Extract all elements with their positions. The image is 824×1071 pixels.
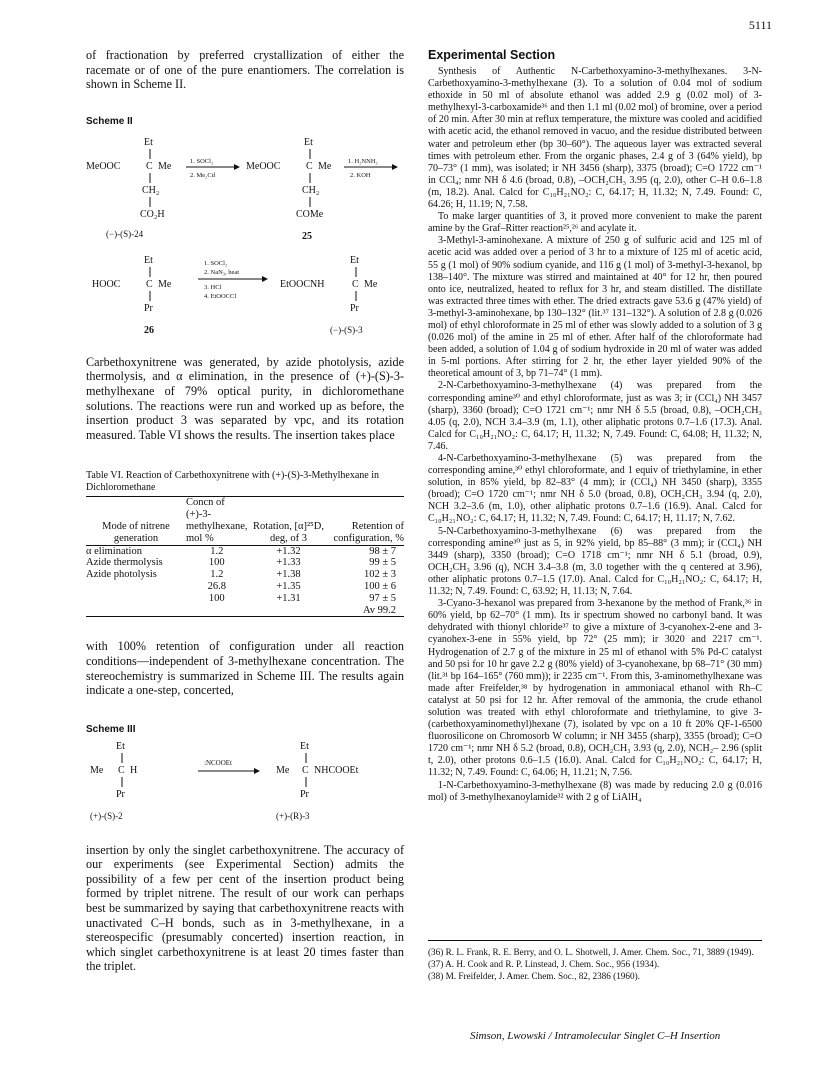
- scheme-2-c-3: C: [146, 278, 153, 290]
- cell-mode: [86, 581, 186, 593]
- scheme-3-et-2: Et: [300, 740, 309, 752]
- scheme-3-diagram: [86, 735, 404, 831]
- scheme-3-et-1: Et: [116, 740, 125, 752]
- scheme-3-label-3: (+)-(R)-3: [276, 810, 310, 821]
- scheme-3-pr-2: Pr: [300, 788, 309, 800]
- arrow-2-reagent-bottom: 2. KOH: [350, 171, 371, 179]
- arrow-1-reagent-top: 1. SOCl₂: [190, 157, 214, 165]
- scheme-2-et-2: Et: [304, 136, 313, 148]
- scheme-2-ch2-2: CH₂: [302, 184, 320, 196]
- arrow-3-step-1: 1. SOCl₂: [204, 259, 228, 267]
- scheme-2-c-2: C: [306, 160, 313, 172]
- cell-rotation: +1.33: [276, 557, 301, 569]
- cell-retention: 100 ± 6: [363, 580, 396, 592]
- scheme-3-pr-1: Pr: [116, 788, 125, 800]
- table-row: [86, 545, 404, 557]
- arrow-3-step-2: 2. NaN₃, heat: [204, 268, 240, 276]
- exp-paragraph: 3-Cyano-3-hexanol was prepared from 3-hexanone by the method of Frank,³⁶ in 60% yield, bp 62–70° (1 mm). Its ir spectrum showed no carbonyl band. It was dehydrated with thionyl chloride³⁷ to give a mixture of 3-cyanohex-2-ene and 3-cyanohex-3-ene in 55% yield, bp 72° (25 mm); ir 3020 and 2217 cm⁻¹. Hydrogenation of 2.7 g of the mixture in 25 ml of ethanol with 5% Pd-C catalyst and 50 psi for 10 hr gave 2.2 g (80% yield) of 3-cyanohexane, bp 68–71° (30 mm) (lit.³¹ bp 164–165° (760 mm)); ir 2235 cm⁻¹. From this, 3-aminomethylhexane was made after Freifelder,³⁸ by hydrogenation in ammoniacal ethanol with Rh–C catalyst at 50 psi for 12 hr. After removal of the ammonia, the crude ethanol solution was treated with ethyl chloroformate and triethylamine, to give 3-(carbethoxyaminomethyl)hexane (7), isolated by vpc on a 10 ft 20% QF-1-6500 fluorosilicone on Chromosorb W column; ir NH 3455 (sharp), 3355 (broad); C=O 1720 cm⁻¹; nmr NH δ 5.2 (broad, 0.8), OCH₂CH₃ 3.93 (q, 2.0), NCH₂– 2.96 (split t, 2.0), other protons 0.6–1.5 (16.0). Anal. Calcd for C₁₀H₂₁NO₂: C, 64.17; H, 11.32; N, 7.49. Found: C, 64.06; H, 11.21; N, 7.56.: [428, 598, 762, 779]
- arrow-2-reagent-top: 1. H₂NNH₂: [348, 157, 378, 165]
- table-header-mode: Mode of nitrene generation: [86, 497, 186, 545]
- table-6-caption: Table VI. Reaction of Carbethoxynitrene with (+)-(S)-3-Methylhexane in Dichloromethane: [86, 470, 379, 494]
- scheme-3-c-1: C: [118, 764, 125, 776]
- scheme-2-diagram: [86, 127, 404, 345]
- scheme-2-come: COMe: [296, 208, 324, 220]
- scheme-3-me-1: Me: [90, 764, 104, 776]
- cell-conc: 1.2: [210, 569, 224, 581]
- exp-paragraph: 5-N-Carbethoxyamino-3-methylhexane (6) was prepared from the corresponding amine³⁰ just as 5, in 92% yield, bp 85–88° (3 mm); ir (CCl₄) NH 3449 (sharp), 3350 (broad); C=O 1718 cm⁻¹; nmr NH δ 5.1 (broad, 0.9), OCH₂CH₃ 3.96 (q), NCH 3.4–3.8 (m, 3.0 together with the q centered at 3.96), other aliphatic protons 0.7–1.5 (17.0). Anal. Calcd for C₁₀H₂₁NO₂: C, 64.17; H, 11.32; N, 7.49. Found: C, 63.92; H, 11.13; N, 7.64.: [428, 525, 762, 598]
- scheme-2-label-25: 25: [302, 230, 312, 242]
- exp-paragraph: 3-Methyl-3-aminohexane. A mixture of 250 g of sulfuric acid and 125 ml of acetic acid was added over a period of 3 hr to a mixture of 125 ml of acetic acid, 55 g (1 mol) of 90% sodium cyanide, and 116 g (1 mol) of 3-methyl-3-hexanol, bp 138–140°. The mixture was stirred and maintained at 40° for 12 hr, then poured onto ice, neutralized, heated to reflux for 3 hr, and steam distilled. The distillate was extracted three times with ether. The dried extracts gave 53.6 g (47% yield) of 3-methyl-3-aminohexane, bp 130–132° (lit.³⁷ 131–132°). A solution of 2.8 g (0.026 mol) of ethyl chloroformate in 25 ml of ether was slowly added to a solution of 3 g (0.026 mol) of the amine in 25 ml of ether. After half of the chloroformate had been added, a solution of 1.04 g of sodium hydroxide in 20 ml of water was added in 5-ml portions. After stirring for 2 hr, the ether layer yielded 90% of the theoretical amount of 3, bp 71–74° (1 mm).: [428, 235, 762, 380]
- paragraph-intro: of fractionation by preferred crystallization of either the racemate or of one of the pure enantiomers. The correlation is shown in Scheme II.: [86, 48, 404, 92]
- exp-paragraph: 1-N-Carbethoxyamino-3-methylhexane (8) was made by reducing 2.0 g (0.016 mol) of 3-methylhexanoylamide³² with 2 g of LiAlH₄: [428, 779, 762, 803]
- scheme-2-c-1: C: [146, 160, 153, 172]
- scheme-3-nhcooet: NHCOOEt: [314, 764, 359, 776]
- cell-conc: 100: [208, 592, 225, 604]
- left-column: [86, 48, 404, 974]
- cell-rotation: +1.38: [276, 569, 301, 581]
- scheme-3-reagent: :NCOOEt: [204, 758, 232, 767]
- scheme-2-label: Scheme II: [86, 115, 133, 127]
- scheme-2-c-4: C: [352, 278, 359, 290]
- cell-mode: α elimination: [86, 545, 142, 557]
- scheme-2-label-24: (−)-(S)-24: [106, 228, 144, 239]
- reference-item: (38) M. Freifelder, J. Amer. Chem. Soc., 82, 2386 (1960).: [428, 971, 640, 981]
- scheme-2-me-2: Me: [318, 160, 332, 172]
- cell-rotation: +1.31: [276, 592, 301, 604]
- cell-rotation: +1.35: [276, 580, 301, 592]
- cell-mode: Azide thermolysis: [86, 557, 163, 569]
- scheme-2-ester-1: MeOOC: [86, 160, 121, 172]
- table-row: [86, 569, 404, 581]
- table-header-rotation: Rotation, [α]²⁵D, deg, of 3: [248, 497, 330, 545]
- table-average-row: [86, 605, 404, 617]
- cell-retention: 99 ± 5: [369, 557, 396, 569]
- cell-mode: [86, 593, 186, 605]
- table-6: [86, 496, 404, 617]
- paragraph-conclusion: insertion by only the singlet carbethoxynitrene. The accuracy of our experiments (see Experimental Section) admits the possibility of a few per cent of the insertion product being formed by triplet nitrene. The result of our work can perhaps best be summarized by saying that carbethoxynitrene reacts with unactivated C–H bonds, such as in 3-methylhexane, in a stereospecific (presumably concerted) insertion reaction, in which singlet carbethoxynitrene is at least 20 times faster than the triplet.: [86, 842, 404, 974]
- scheme-2-et-3: Et: [144, 254, 153, 266]
- scheme-2-ch2-1: CH₂: [142, 184, 160, 196]
- exp-paragraph: 4-N-Carbethoxyamino-3-methylhexane (5) was prepared from the corresponding amine,³⁰ ethyl chloroformate, and 1 equiv of triethylamine, in ether solution, in 85% yield, bp 82–83° (4 mm); ir (CCl₄) NH 3450 (sharp), 3355 (broad); C=O 1720 cm⁻¹; nmr NH δ 5.0 (broad, 0.8), OCH₂CH₃ 3.94 (q, 2.0), NCH 3.2–3.6 (m, 1.0), other aliphatic protons 0.7–1.6 (16.9). Anal. Calcd for C₁₀H₂₁NO₂: C, 64.17; H, 11.32; N, 7.49. Found: C, 64.17; H, 11.17; N, 7.62.: [428, 453, 762, 525]
- running-footer: Simson, Lwowski / Intramolecular Singlet C–H Insertion: [470, 1030, 721, 1042]
- scheme-3-label: Scheme III: [86, 723, 136, 735]
- reference-item: (36) R. L. Frank, R. E. Berry, and O. L. Shotwell, J. Amer. Chem. Soc., 71, 3889 (1949).: [428, 947, 754, 957]
- arrowhead: [254, 768, 260, 774]
- exp-paragraph: Synthesis of Authentic N-Carbethoxyamino-3-methylhexanes. 3-N-Carbethoxyamino-3-methylhexane (3). To a solution of 0.04 mol of sodium ethoxide in 50 ml of absolute ethanol was added 2.9 g (0.02 mol) of 3-methylhexyl-3-carboxamide³⁶ and then 1.1 ml (0.02 mol) of bromine, over a period of 20 min. After 30 min at reflux temperature, the mixture was cooled and acidified with acetic acid, the ethanol removed in vacuo, and the residue distributed between water and petroleum ether (bp 30–60°). The aqueous layer was extracted several times with petroleum ether. From the organic phases, 2.4 g of 3 (64% yield), bp 70–73° (1 mm), was isolated; ir NH 3456 (sharp), 3375 (broad); C=O 1722 cm⁻¹ in CCl₄; nmr NH δ 4.6 (broad, 0.8), –OCH₂CH₃ 3.95 (q, 2.0), other C–H 0.6–1.8 (m, 18.2). Anal. Calcd for C₁₀H₂₁NO₂: C, 64.17; H, 11.32; N, 7.49. Found: C, 64.26; H, 11.19; N, 7.58.: [428, 66, 762, 211]
- scheme-2-co2h: CO₂H: [140, 208, 165, 220]
- scheme-2-hoooc: HOOC: [92, 278, 121, 290]
- exp-paragraph: To make larger quantities of 3, it proved more convenient to make the parent amine by the Graf–Ritter reaction²⁵,²⁶ and acylate it.: [428, 211, 762, 235]
- right-column: [428, 48, 762, 804]
- page-number: 5111: [748, 18, 772, 32]
- table-header-retention: Retention of configuration, %: [330, 497, 404, 545]
- cell-retention: 102 ± 3: [363, 569, 396, 581]
- references: [428, 940, 762, 983]
- scheme-2-et-4: Et: [350, 254, 359, 266]
- reference-item: (37) A. H. Cook and R. P. Linstead, J. Chem. Soc., 956 (1934).: [428, 959, 660, 969]
- table-row: [86, 581, 404, 593]
- cell-mode: Azide photolysis: [86, 569, 157, 581]
- arrow-1-reagent-bottom: 2. Me₂Cd: [190, 171, 216, 179]
- arrowhead: [262, 276, 268, 282]
- cell-rotation: +1.32: [276, 545, 301, 557]
- paragraph-generation: Carbethoxynitrene was generated, by azide photolysis, azide thermolysis, and α elimination, in the presence of (+)-(S)-3-methylhexane of 79% optical purity, in dichloromethane solutions. The reactions were run and worked up as before, the insertion product 3 was separated by vpc, and its rotation measured. Table VI shows the results. The insertion takes place: [86, 354, 404, 442]
- scheme-2-label-3: (−)-(S)-3: [330, 324, 363, 335]
- scheme-2-et-1: Et: [144, 136, 153, 148]
- arrow-3-step-3: 3. HCl: [204, 283, 222, 291]
- scheme-2-me-3: Me: [158, 278, 172, 290]
- arrowhead: [392, 164, 398, 170]
- table-header-conc: Concn of (+)-3-methylhexane, mol %: [186, 497, 248, 544]
- section-title: Experimental Section: [428, 48, 556, 62]
- scheme-2-etoocnh: EtOOCNH: [280, 278, 325, 290]
- scheme-3-c-2: C: [302, 764, 309, 776]
- scheme-2-me-4: Me: [364, 278, 378, 290]
- scheme-2-label-26: 26: [144, 324, 154, 336]
- scheme-2-pr-1: Pr: [144, 302, 153, 314]
- cell-average: Av 99.2: [362, 604, 396, 616]
- cell-conc: 26.8: [207, 580, 226, 592]
- cell-conc: 100: [208, 557, 225, 569]
- scheme-2-ester-2: MeOOC: [246, 160, 281, 172]
- table-row: [86, 557, 404, 569]
- exp-paragraph: 2-N-Carbethoxyamino-3-methylhexane (4) was prepared from the corresponding amine³⁰ and ethyl chloroformate, just as was 3; ir (CCl₄) NH 3457 (sharp), 3360 (broad); C=O 1721 cm⁻¹; nmr NH δ 5.5 (broad, 0.8), –OCH₂CH₃ 4.05 (q, 2.0), NCH 3.4–3.9 (m, 1.1), other aliphatic protons 0.7–1.6 (17.3). Anal. Calcd for C₁₀H₂₁NO₂: C, 64.17; H, 11.32; N, 7.49. Found: C, 64.08; H, 11.32; N, 7.46.: [428, 380, 762, 452]
- cell-retention: 98 ± 7: [369, 545, 396, 557]
- arrowhead: [234, 164, 240, 170]
- scheme-3-me-2: Me: [276, 764, 290, 776]
- scheme-3-label-2: (+)-(S)-2: [90, 810, 123, 821]
- table-row: [86, 593, 404, 605]
- scheme-2-me-1: Me: [158, 160, 172, 172]
- paragraph-retention: with 100% retention of configuration under all reaction conditions—independent of 3-methylhexane concentration. The stereochemistry is summarized in Scheme III. The results again indicate a one-step, concerted,: [86, 639, 404, 698]
- cell-retention: 97 ± 5: [369, 592, 396, 604]
- scheme-3-h: H: [130, 764, 138, 776]
- scheme-2-pr-2: Pr: [350, 302, 359, 314]
- arrow-3-step-4: 4. EtOOCCl: [204, 292, 237, 300]
- cell-conc: 1.2: [210, 545, 224, 557]
